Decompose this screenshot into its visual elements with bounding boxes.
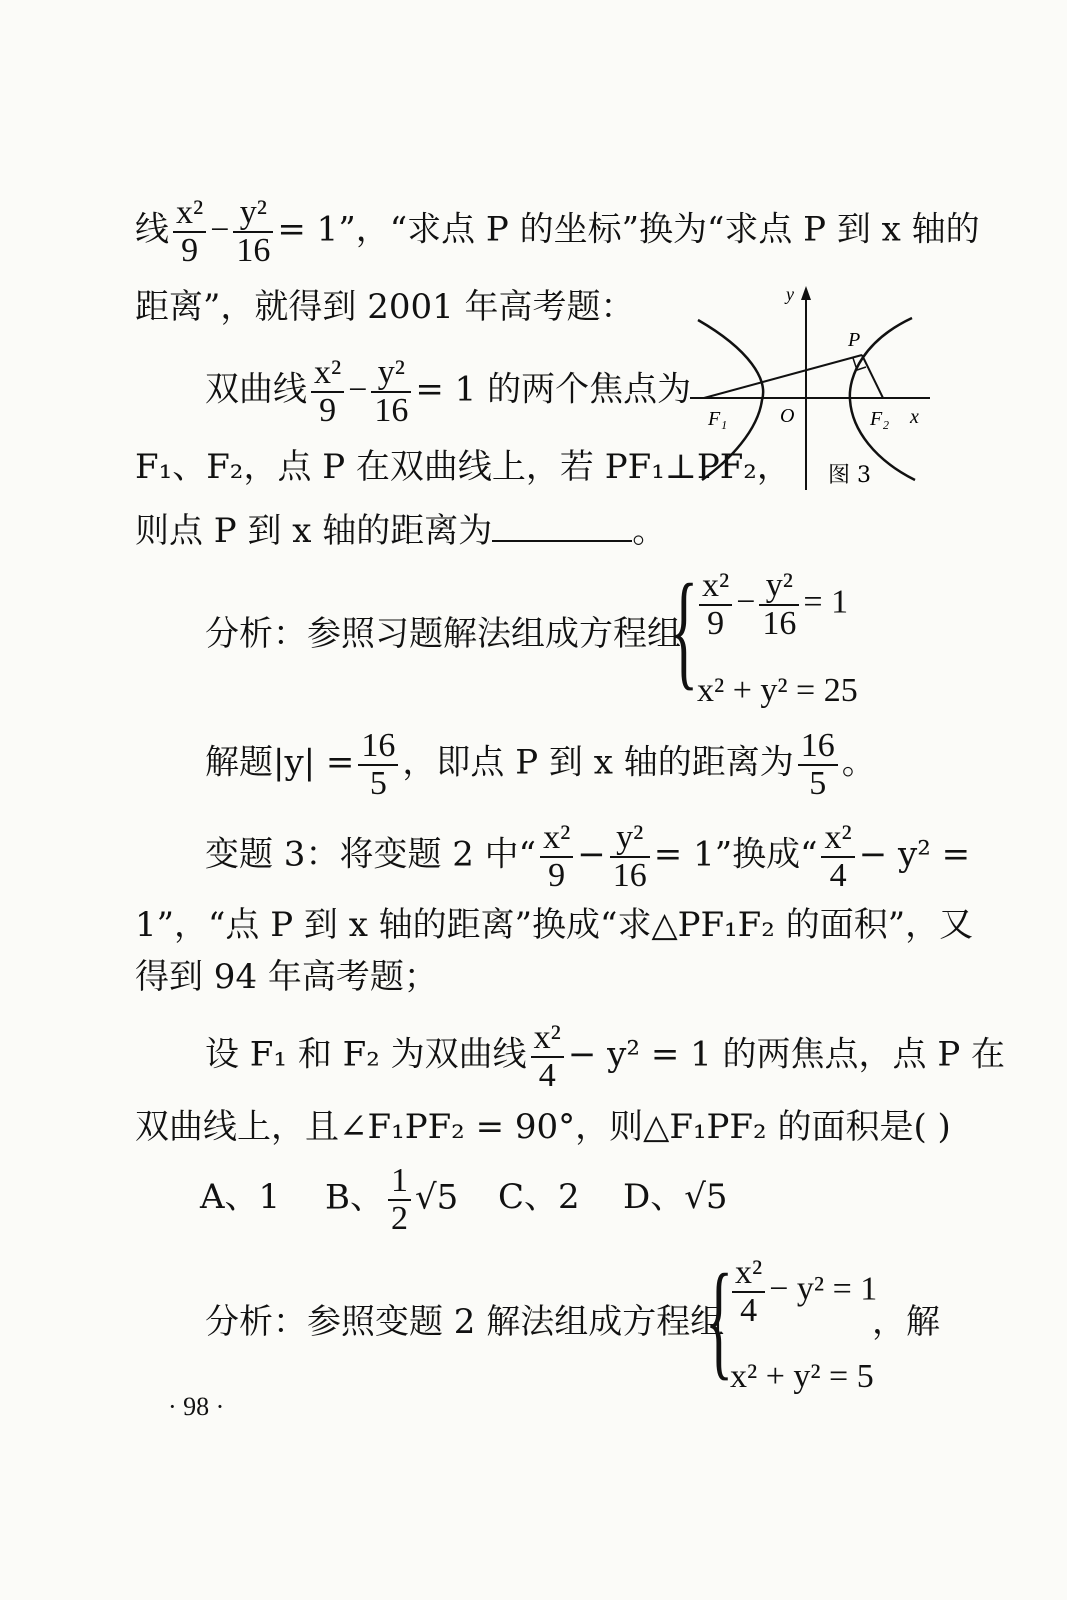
option-b	[325, 1163, 458, 1236]
frac-num: y²	[233, 195, 273, 233]
variant-3-line-3: 得到 94 年高考题；	[135, 957, 438, 997]
label-f2: F₂	[870, 408, 890, 430]
frac-num: 16	[358, 728, 398, 766]
page-number: · 98 ·	[168, 1392, 225, 1421]
fraction-16-over-5	[358, 728, 398, 801]
fraction-1-over-2	[388, 1163, 411, 1236]
frac-den: 5	[809, 764, 827, 802]
option-d: D、√5	[623, 1177, 728, 1217]
frac-den: 9	[181, 231, 199, 269]
fraction-x2-over-4	[732, 1255, 765, 1328]
text-line-2: 距离”，就得到 2001 年高考题：	[135, 287, 635, 327]
frac-num: x²	[531, 1020, 564, 1058]
hyperbola-figure	[690, 280, 940, 490]
minus-sign: −	[210, 211, 230, 249]
label-f1: F₁	[708, 408, 728, 430]
frac-den: 16	[374, 391, 409, 429]
variant-3-line	[205, 820, 970, 893]
variant-prefix: 变题 3：将变题 2 中“	[205, 834, 537, 875]
system-eq-2: x² + y² = 25	[697, 672, 858, 709]
frac-den: 4	[829, 856, 847, 894]
analysis-2-text: 分析：参照变题 2 解法组成方程组	[205, 1302, 725, 1342]
line5-text: 则点 P 到 x 轴的距离为	[135, 511, 493, 551]
fraction-y2-over-16	[371, 355, 411, 428]
minus-sign: −	[577, 834, 606, 875]
solve-prefix: 解题|y| =	[205, 742, 355, 783]
question-line-2: 双曲线上，且∠F₁PF₂ = 90°，则△F₁PF₂ 的面积是( )	[135, 1107, 951, 1147]
frac-num: x²	[821, 820, 854, 858]
frac-num: 16	[798, 728, 838, 766]
frac-num: y²	[610, 820, 650, 858]
q2-prefix: 设 F₁ 和 F₂ 为双曲线	[205, 1034, 527, 1075]
analysis-1-text: 分析：参照习题解法组成方程组	[205, 614, 681, 654]
frac-den: 9	[707, 604, 725, 642]
line3-rest: = 1 的两个焦点为	[415, 369, 692, 410]
frac-den: 2	[391, 1199, 408, 1237]
frac-num: y²	[371, 355, 411, 393]
frac-num: y²	[759, 568, 799, 606]
analysis-2-suffix: ，解	[872, 1302, 940, 1342]
figure-caption: 图 3	[828, 463, 871, 488]
q2-rest: − y² = 1 的两焦点，点 P 在	[567, 1034, 1006, 1075]
minus-sign: −	[348, 371, 368, 409]
variant-end: − y² =	[858, 834, 971, 875]
y-axis-arrow	[801, 286, 811, 300]
label-x: x	[910, 406, 919, 428]
eq-rest: − y² = 1	[769, 1270, 878, 1308]
line1-prefix: 线	[135, 209, 169, 250]
frac-num: x²	[699, 568, 732, 606]
label-p: P	[848, 329, 861, 351]
option-b-rest: √5	[415, 1177, 459, 1218]
segment-pf2	[862, 355, 883, 398]
answer-blank	[492, 512, 632, 542]
fraction-y2-over-16	[759, 568, 799, 641]
text-line-3	[205, 355, 691, 428]
option-a: A、1	[200, 1177, 281, 1217]
solve-1-line	[205, 728, 876, 801]
variant-mid: = 1”换成“	[653, 834, 818, 875]
frac-num: x²	[732, 1255, 765, 1293]
label-y: y	[786, 284, 794, 304]
fraction-y2-over-16	[610, 820, 650, 893]
fraction-x2-over-9	[311, 355, 344, 428]
system2-eq-2: x² + y² = 5	[730, 1358, 874, 1395]
line3-prefix: 双曲线	[205, 369, 307, 410]
option-b-prefix: B、	[325, 1177, 384, 1218]
text-line-4: F₁、F₂，点 P 在双曲线上，若 PF₁⊥PF₂，	[135, 447, 791, 487]
fraction-x2-over-4	[821, 820, 854, 893]
fraction-x2-over-4	[531, 1020, 564, 1093]
text-line-1	[135, 195, 980, 268]
text-line-5	[135, 511, 667, 551]
left-branch	[698, 320, 763, 480]
frac-num: x²	[311, 355, 344, 393]
frac-den: 9	[548, 856, 566, 894]
frac-den: 16	[762, 604, 797, 642]
fraction-y2-over-16	[233, 195, 273, 268]
frac-den: 16	[236, 231, 271, 269]
frac-den: 16	[612, 856, 647, 894]
solve-end: 。	[841, 742, 876, 783]
frac-den: 4	[740, 1291, 758, 1329]
left-brace: {	[670, 558, 699, 702]
fraction-x2-over-9	[173, 195, 206, 268]
option-c: C、2	[498, 1177, 580, 1217]
question-line-1	[205, 1020, 1005, 1093]
label-o: O	[780, 405, 795, 427]
frac-den: 4	[538, 1056, 556, 1094]
line1-rest: = 1”，“求点 P 的坐标”换为“求点 P 到 x 轴的	[277, 209, 980, 250]
fraction-x2-over-9	[699, 568, 732, 641]
frac-num: x²	[173, 195, 206, 233]
segment-pf1	[704, 355, 862, 398]
line5-end: 。	[632, 511, 667, 551]
solve-mid: ，即点 P 到 x 轴的距离为	[402, 742, 794, 783]
minus-sign: −	[736, 583, 756, 621]
left-brace: {	[705, 1248, 734, 1392]
variant-3-line-2: 1”，“点 P 到 x 轴的距离”换成“求△PF₁F₂ 的面积”，又	[135, 905, 974, 945]
system2-eq-1	[728, 1255, 877, 1328]
frac-den: 5	[369, 764, 387, 802]
frac-den: 9	[319, 391, 337, 429]
eq-rhs: = 1	[803, 583, 849, 621]
system-eq-1	[695, 568, 848, 641]
frac-num: 1	[388, 1163, 411, 1201]
frac-num: x²	[540, 820, 573, 858]
fraction-16-over-5	[798, 728, 838, 801]
fraction-x2-over-9	[540, 820, 573, 893]
